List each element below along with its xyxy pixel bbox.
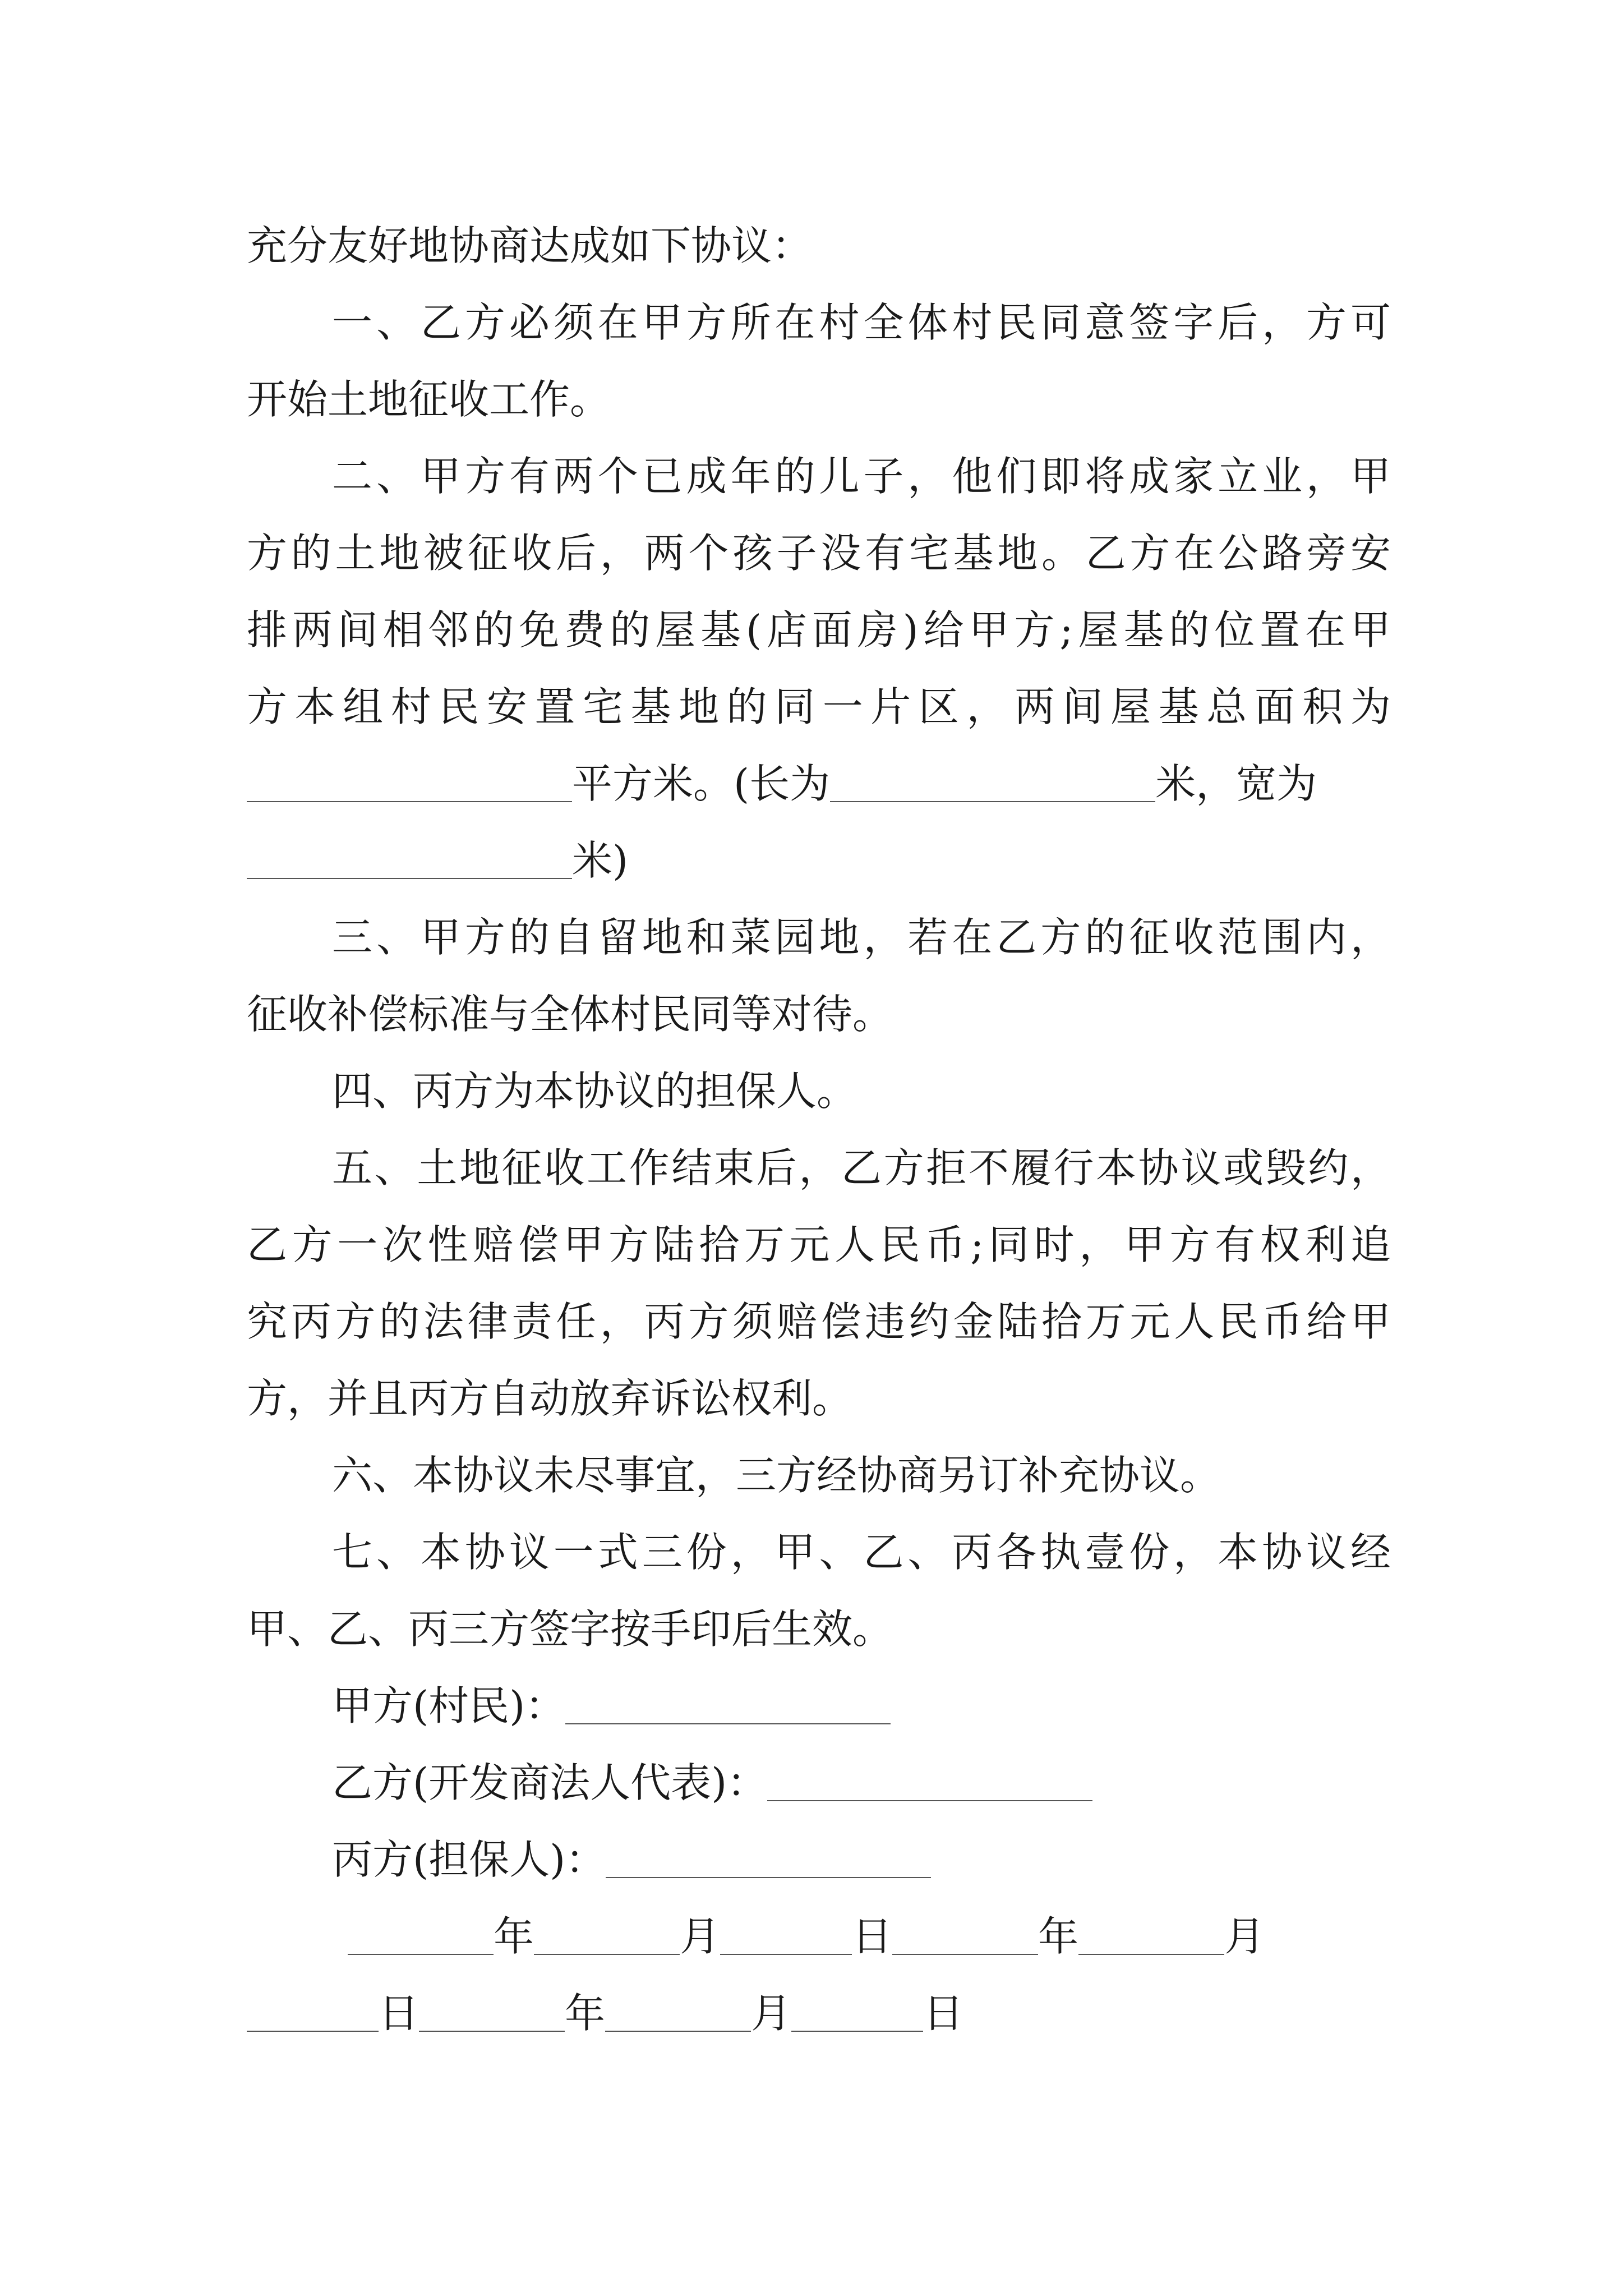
date-day-label: 日 [923,1990,964,2037]
area-unit-label: 平方米。(长为 [572,760,831,807]
date-month-label: 月 [751,1990,792,2037]
party-b-label: 乙方(开发商法人代表)： [332,1759,768,1806]
party-b-signature-blank [767,1800,1092,1801]
date-line-2 [247,1975,1391,2052]
date-month-label: 月 [1224,1913,1265,1960]
clause-2-line-5 [247,746,1391,822]
clause-2-line-2: 方的土地被征收后，两个孩子没有宅基地。乙方在公路旁安 [247,530,1391,577]
party-a-signature-blank [565,1723,891,1724]
clause-5-line-4: 方，并且丙方自动放弃诉讼权利。 [247,1375,853,1422]
clause-7-line-1: 七、本协议一式三份，甲、乙、丙各执壹份，本协议经 [332,1529,1391,1576]
date-blank [534,1953,680,1955]
party-c-label: 丙方(担保人)： [332,1836,606,1883]
length-blank [830,800,1155,802]
clause-3-line-2: 征收补偿标准与全体村民同等对待。 [247,991,893,1038]
date-day-label: 日 [379,1990,419,2037]
date-blank [419,2030,565,2032]
date-year-label: 年 [494,1913,534,1960]
party-a-signature [247,1668,1391,1745]
date-blank [605,2030,751,2032]
clause-1-line-2: 开始土地征收工作。 [247,376,611,423]
clause-2-line-3: 排两间相邻的免费的屋基(店面房)给甲方;屋基的位置在甲 [247,606,1391,654]
date-day-label: 日 [852,1913,893,1960]
clause-2-line-1: 二、甲方有两个已成年的儿子，他们即将成家立业，甲 [332,453,1391,500]
party-b-signature [247,1745,1391,1821]
opening-line: 充分友好地协商达成如下协议： [247,222,813,269]
party-c-signature-blank [606,1876,931,1878]
clause-6-line-1: 六、本协议未尽事宜，三方经协商另订补充协议。 [332,1452,1221,1499]
agreement-body [247,208,1391,2052]
clause-1-line-1: 一、乙方必须在甲方所在村全体村民同意签字后，方可 [332,299,1391,346]
clause-3-line-1: 三、甲方的自留地和菜园地，若在乙方的征收范围内， [332,914,1391,961]
clause-5-line-1: 五、土地征收工作结束后，乙方拒不履行本协议或毁约， [332,1144,1391,1191]
clause-2-line-4: 方本组村民安置宅基地的同一片区，两间屋基总面积为 [247,683,1391,730]
party-c-signature [247,1821,1391,1898]
clause-5-line-2: 乙方一次性赔偿甲方陆拾万元人民币;同时，甲方有权利追 [247,1221,1391,1268]
date-blank [1078,1953,1224,1955]
clause-5-line-3: 究丙方的法律责任，丙方须赔偿违约金陆拾万元人民币给甲 [247,1298,1391,1345]
party-a-label: 甲方(村民)： [332,1682,566,1729]
date-month-label: 月 [680,1913,721,1960]
date-blank [348,1953,494,1955]
date-blank [892,1953,1038,1955]
date-year-label: 年 [565,1990,606,2037]
date-line-1 [247,1898,1391,1975]
width-blank [247,877,572,879]
date-year-label: 年 [1038,1913,1079,1960]
date-blank [791,2030,923,2032]
clause-7-line-2: 甲、乙、丙三方签字按手印后生效。 [247,1605,893,1653]
length-unit-label: 米，宽为 [1155,760,1317,807]
clause-2-line-6 [247,822,1391,899]
area-blank [247,800,572,802]
width-unit-label: 米) [572,837,629,884]
clause-4-line-1: 四、丙方为本协议的担保人。 [332,1068,857,1115]
date-blank [247,2030,379,2032]
date-blank [720,1953,852,1955]
